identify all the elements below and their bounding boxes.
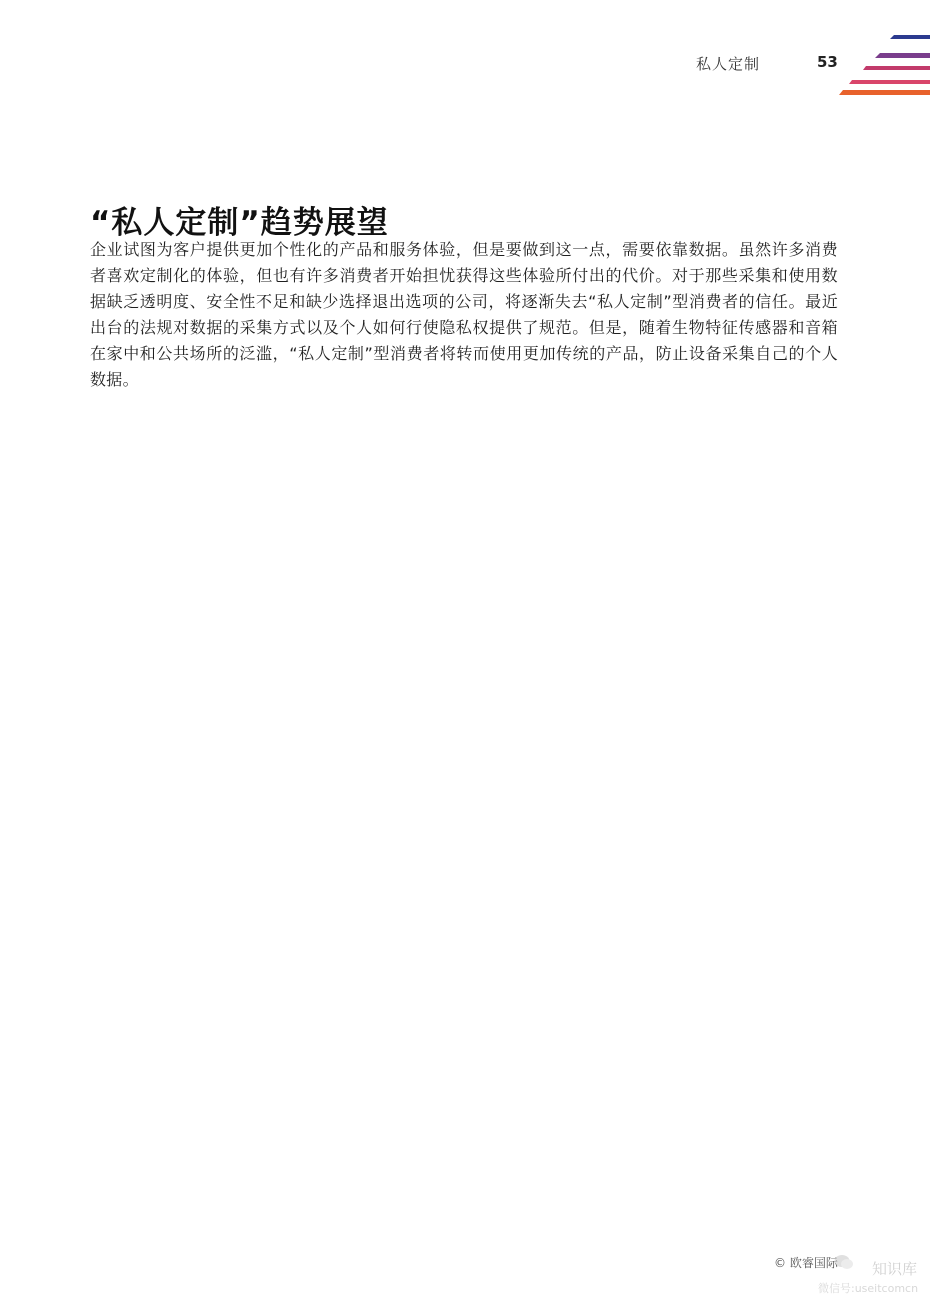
- stripe-4: [849, 80, 930, 84]
- section-title: 私人定制: [695, 55, 760, 73]
- stripe-3: [863, 66, 930, 70]
- wechat-icon: [834, 1254, 854, 1270]
- watermark: [818, 1252, 930, 1302]
- body-paragraph: 企业试图为客户提供更加个性化的产品和服务体验，但是要做到这一点，需要依靠数据。虽然许多消费者喜欢定制化的体验，但也有许多消费者开始担忧获得这些体验所付出的代价。对于那些采集和使用数据缺乏透明度、安全性不足和缺少选择退出选项的公司，将逐渐失去“私人定制”型消费者的信任。最近出台的法规对数据的采集方式以及个人如何行使隐私权提供了规范。但是，随着生物特征传感器和音箱在家中和公共场所的泛滥，“私人定制”型消费者将转而使用更加传统的产品，防止设备采集自己的个人数据。: [90, 240, 838, 389]
- page-number: 53: [817, 53, 838, 71]
- copyright-notice: © 欧睿国际: [774, 1256, 838, 1270]
- stripe-2: [875, 53, 930, 58]
- stripe-5: [839, 90, 930, 95]
- watermark-account: 微信号:useitcomcn: [818, 1282, 919, 1295]
- page-title: “私人定制”趋势展望: [90, 205, 389, 241]
- decorative-stripes: [838, 35, 930, 95]
- watermark-name: 知识库: [872, 1260, 918, 1278]
- stripe-1: [890, 35, 930, 39]
